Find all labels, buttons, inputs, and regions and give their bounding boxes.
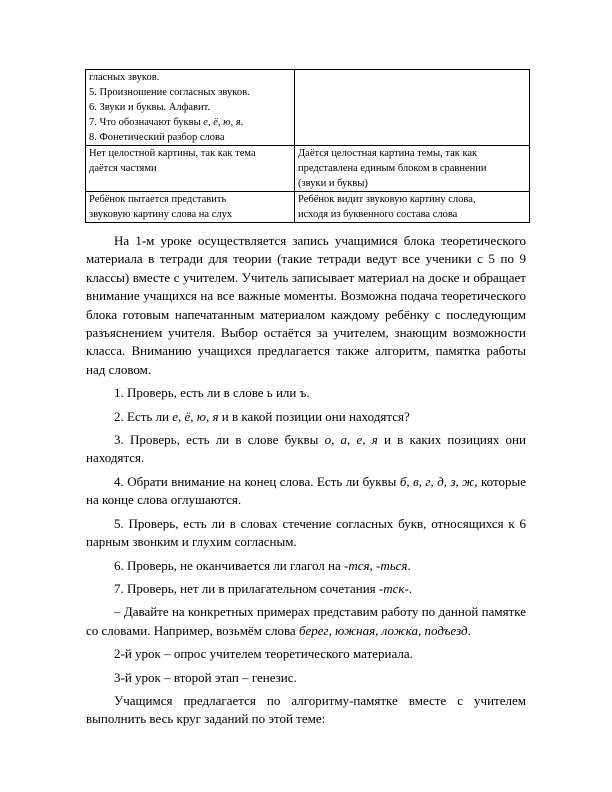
body-text: [86, 232, 526, 729]
list-item: 5. Проверь, есть ли в словах стечение согласных букв, относящихся к 6 парным звонким и глухим согласным.: [86, 515, 526, 550]
table-line: 5. Произношение согласных звуков.: [89, 87, 250, 98]
text: , которые на конце слова оглушаются.: [86, 473, 527, 508]
table-line: даётся частями: [89, 163, 157, 174]
text-emphasis: е, ё, ю, я: [172, 408, 219, 424]
list-item: [86, 431, 526, 468]
table-cell: [295, 70, 530, 146]
list-item: [86, 408, 526, 426]
table-cell: [295, 146, 530, 192]
table-text: .: [240, 117, 244, 128]
table-cell: [86, 70, 295, 146]
table-line: Ребёнок пытается представить: [89, 194, 227, 205]
paragraph: Учащимся предлагается по алгоритму-памятке вместе с учителем выполнить весь круг заданий по этой теме:: [86, 692, 526, 727]
table-row: [86, 146, 530, 192]
text-emphasis: берег, южная, ложка, подъезд: [298, 622, 468, 638]
text: 3. Проверь, есть ли в слове буквы: [114, 432, 325, 448]
table-cell: [86, 146, 295, 192]
table-cell: [295, 192, 530, 223]
text-emphasis: -тск-: [378, 580, 409, 596]
paragraph: 2-й урок – опрос учителем теоретического материала.: [114, 646, 413, 662]
list-item: [86, 557, 526, 575]
text: 4. Обрати внимание на конец слова. Есть ли буквы: [114, 473, 400, 489]
paragraph: [86, 603, 526, 640]
list-item: [86, 580, 526, 598]
table-line: исходя из буквенного состава слова: [298, 209, 458, 220]
table-line: гласных звуков.: [89, 72, 160, 83]
paragraph: На 1-м уроке осуществляется запись учащимися блока теоретического материала в тетради для теории (такие тетради ведут все ученики с 5 по 9 классы) вместе с учителем. Учитель записывает материал на доске и обращает внимание учащихся на все важные моменты. Возможна подача теоретического блока готовым напечатанным материалом каждому ребёнку с последующим разъяснением учителя. Выбор остаётся за учителем, знающим возможности класса. Вниманию учащихся предлагается также алгоритм, памятка работы над словом.: [86, 233, 526, 377]
text: и в какой позиции они находятся?: [218, 408, 410, 424]
table-row: [86, 192, 530, 223]
table-line: [89, 115, 291, 130]
table-line: представлена единым блоком в сравнении: [298, 163, 487, 174]
table-text: 7. Что обозначают буквы: [89, 117, 204, 128]
comparison-table: [85, 69, 530, 223]
table-line: Нет целостной картины, так как тема: [89, 148, 256, 159]
table-cell: [86, 192, 295, 223]
text: – Давайте на конкретных примерах представим работу по данной памятке со словами. Например, возьмём слова: [86, 604, 526, 638]
table-text-emphasis: е, ё, ю, я: [203, 117, 241, 128]
text: и в каких позициях они находятся.: [86, 432, 526, 466]
table-line: Даётся целостная картина темы, так как: [298, 148, 478, 159]
table-line: Ребёнок видит звуковую картину слова,: [298, 194, 476, 205]
paragraph: 3-й урок – второй этап – генезис.: [114, 669, 297, 685]
table-line: 6. Звуки и буквы. Алфавит.: [89, 102, 211, 113]
text-emphasis: -тся, -ться: [344, 557, 408, 573]
text: .: [467, 622, 471, 638]
text: .: [407, 557, 411, 573]
text-emphasis: о, а, е, я: [324, 432, 378, 448]
text-emphasis: б, в, г, д, з, ж: [399, 473, 475, 489]
table-row: [86, 70, 530, 146]
list-item: [86, 473, 526, 510]
table-line: 8. Фонетический разбор слова: [89, 132, 225, 143]
table-line: звуковую картину слова на слух: [89, 209, 233, 220]
text: 7. Проверь, нет ли в прилагательном сочетания: [114, 580, 379, 596]
text: 6. Проверь, не оканчивается ли глагол на: [114, 557, 344, 573]
list-item: 1. Проверь, есть ли в слове ь или ъ.: [114, 385, 310, 401]
text: .: [408, 580, 413, 596]
table-line: (звуки и буквы): [298, 178, 368, 189]
text: 2. Есть ли: [114, 408, 173, 424]
